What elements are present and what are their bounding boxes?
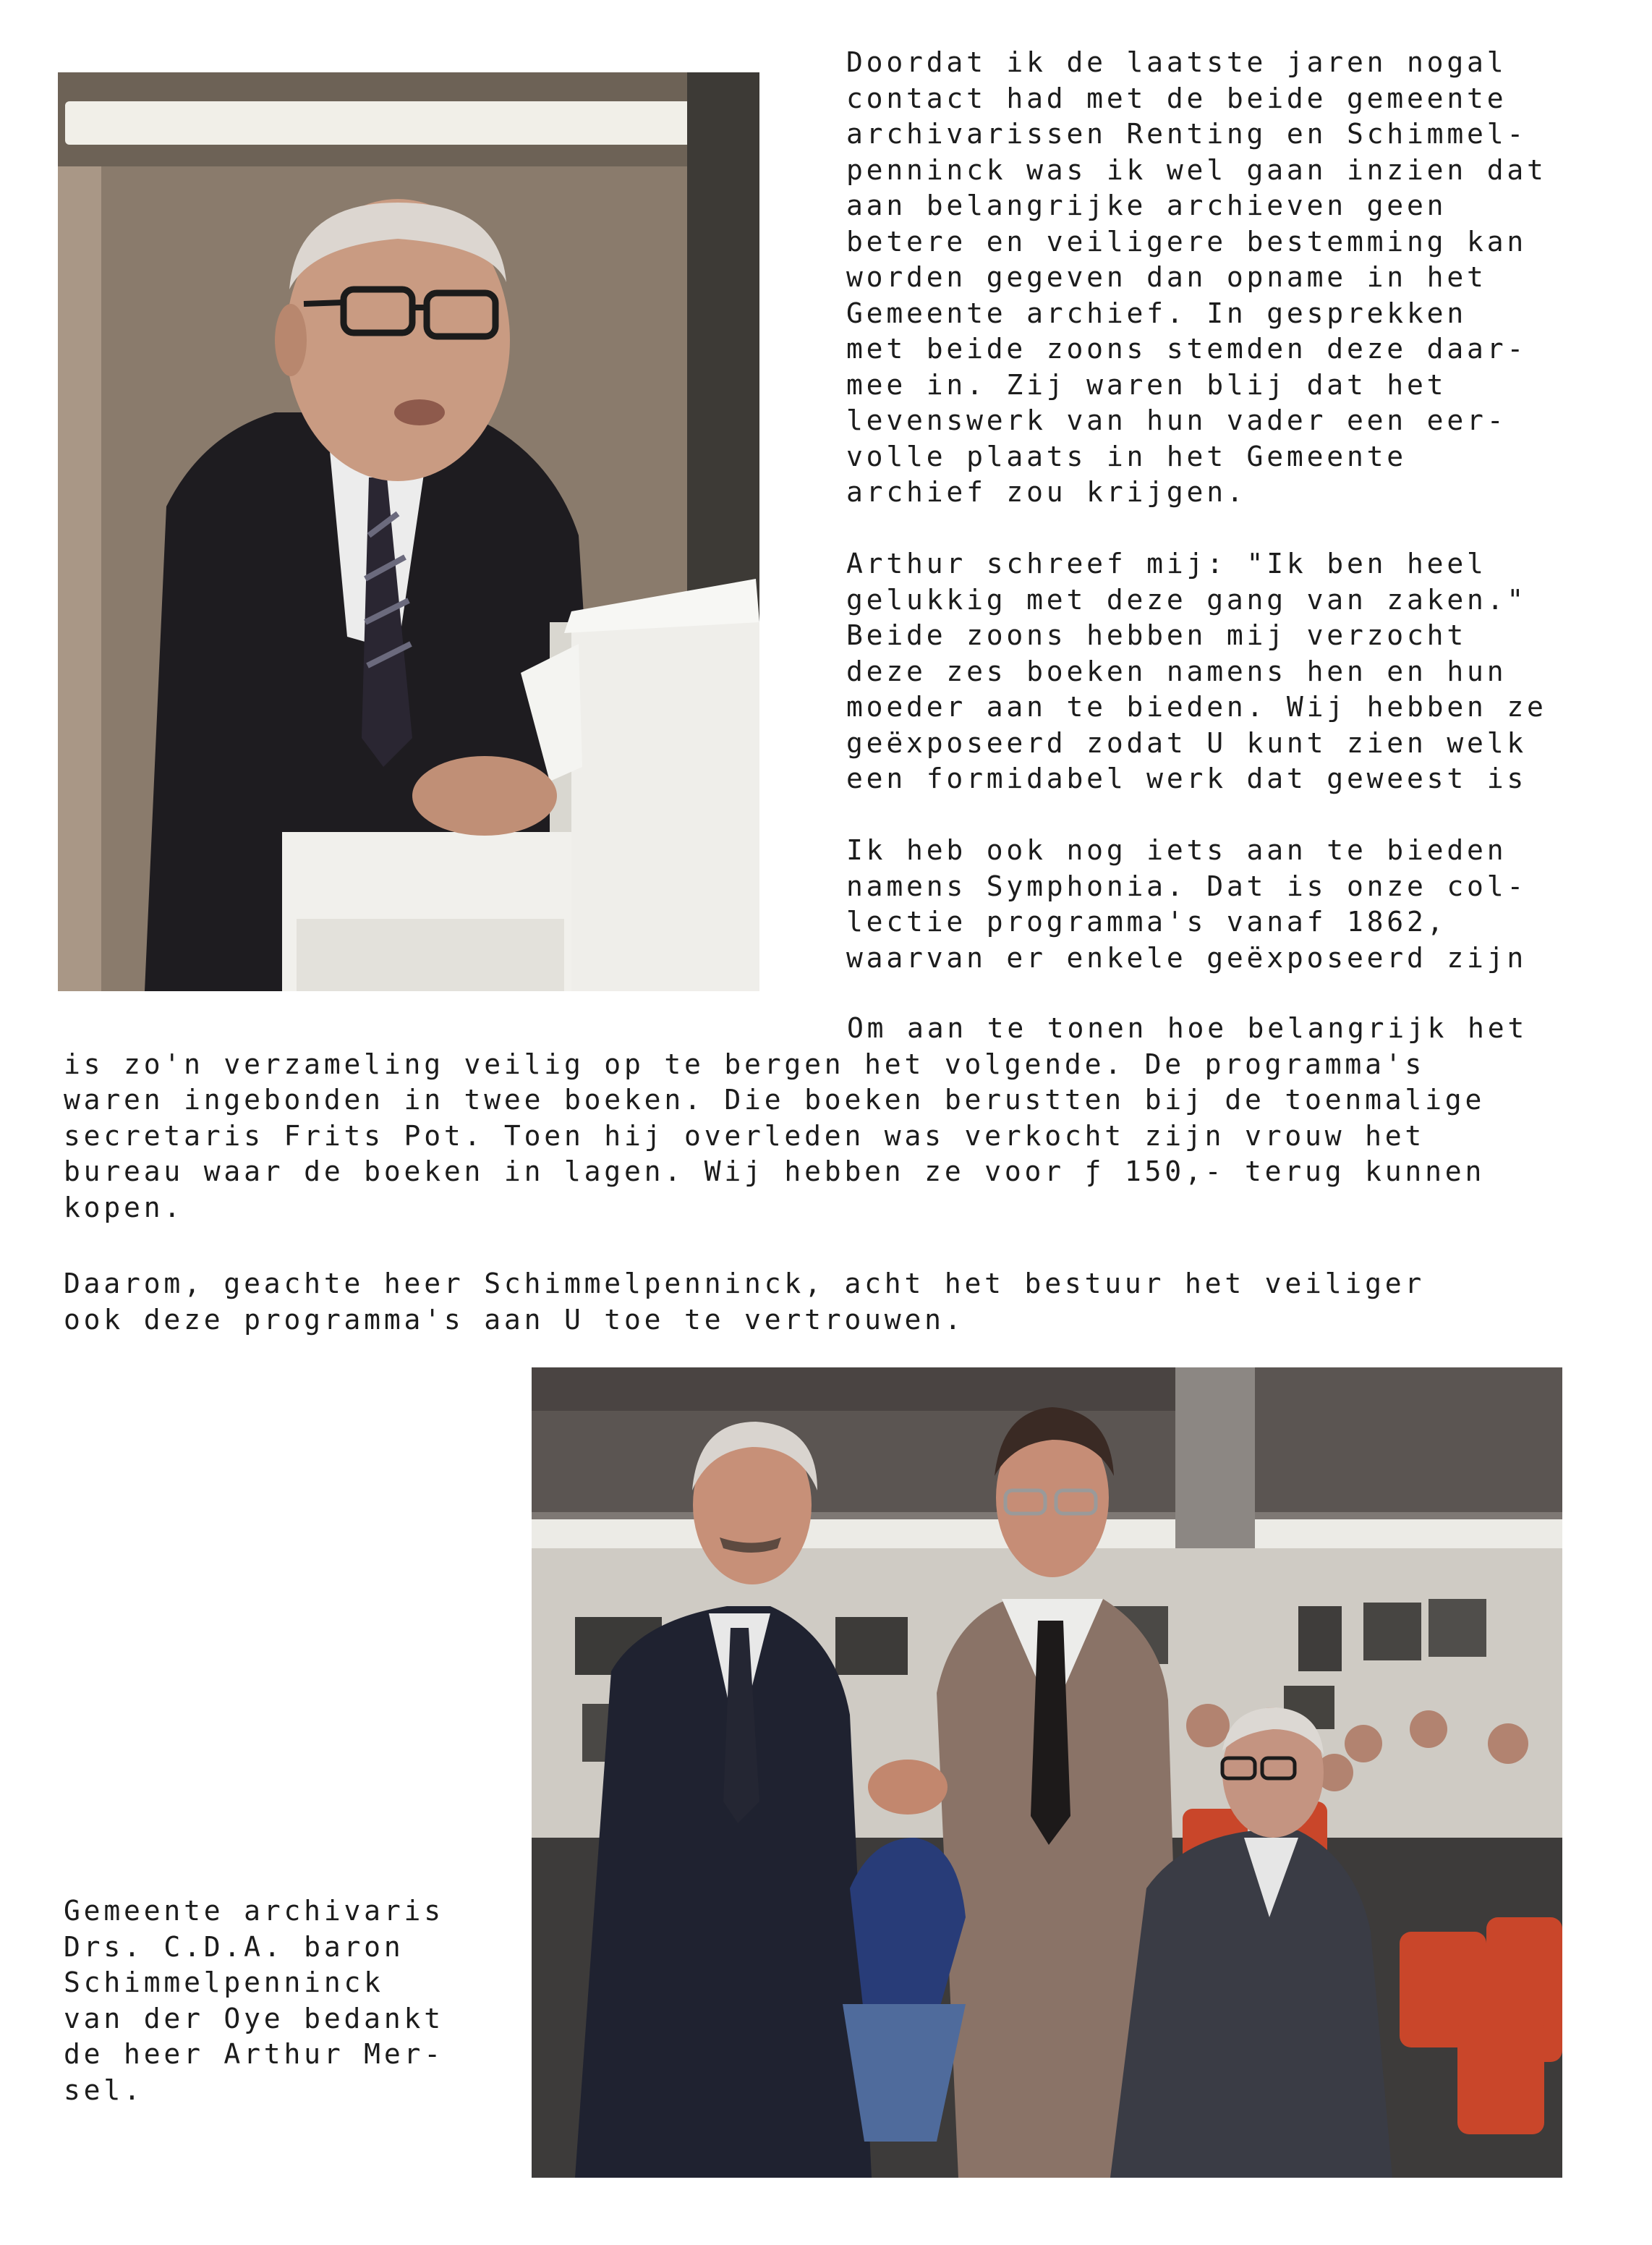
paragraph-archives (846, 45, 1547, 511)
text-line: namens Symphonia. Dat is onze col- (846, 870, 1528, 902)
text-line: mee in. Zij waren blij dat het (846, 368, 1447, 401)
text-line: ook deze programma's aan U toe te vertrouwen. (64, 1303, 965, 1336)
text-line: Om aan te tonen hoe belangrijk het (847, 1012, 1528, 1044)
caption-line: sel. (64, 2074, 144, 2106)
text-line: geëxposeerd zodat U kunt zien welk (846, 726, 1528, 759)
text-line: deze zes boeken namens hen en hun (846, 655, 1507, 687)
text-line: Ik heb ook nog iets aan te bieden (846, 834, 1507, 866)
text-line: betere en veiligere bestemming kan (846, 225, 1528, 258)
text-line: lectie programma's vanaf 1862, (846, 906, 1447, 938)
text-line: waarvan er enkele geëxposeerd zijn (846, 941, 1528, 974)
text-line: waren ingebonden in twee boeken. Die boeken berustten bij de toenmalige (64, 1084, 1486, 1116)
text-line: Daarom, geachte heer Schimmelpenninck, acht het bestuur het veiliger (64, 1268, 1426, 1299)
caption-line: Schimmelpenninck (64, 1966, 384, 1998)
photo-caption (64, 1893, 444, 2108)
text-line: een formidabel werk dat geweest is (846, 763, 1528, 794)
paragraph-arthur-letter (846, 546, 1547, 797)
text-line: contact had met de beide gemeente (846, 82, 1507, 114)
caption-line: de heer Arthur Mer- (64, 2038, 444, 2070)
text-line: Doordat ik de laatste jaren nogal (846, 46, 1507, 78)
text-line: Beide zoons hebben mij verzocht (846, 619, 1468, 651)
caption-line: van der Oye bedankt (64, 2002, 444, 2034)
text-line: gelukkig met deze gang van zaken." (846, 583, 1528, 616)
caption-line: Drs. C.D.A. baron (64, 1930, 404, 1963)
paragraph-programmes-history (64, 1011, 1528, 1226)
text-line: archief zou krijgen. (846, 476, 1247, 508)
text-line: penninck was ik wel gaan inzien dat (846, 153, 1547, 186)
text-line: Gemeente archief. In gesprekken (846, 297, 1468, 329)
text-line: bureau waar de boeken in lagen. Wij hebben ze voor ƒ 150,- terug kunnen (64, 1155, 1486, 1187)
text-line: volle plaats in het Gemeente (846, 440, 1407, 472)
text-line: moeder aan te bieden. Wij hebben ze (846, 691, 1547, 723)
body-text-right-column (846, 45, 1547, 976)
caption-line: Gemeente archivaris (64, 1895, 444, 1927)
text-line: Arthur schreef mij: "Ik ben heel (846, 548, 1487, 580)
text-line: levenswerk van hun vader een eer- (846, 404, 1507, 436)
text-line: aan belangrijke archieven geen (846, 190, 1447, 221)
paragraph-symphonia (846, 833, 1547, 976)
speaker-photo-illustration (58, 72, 759, 991)
text-line: kopen. (64, 1191, 184, 1223)
photo-handshake (532, 1367, 1562, 2178)
text-line: archivarissen Renting en Schimmel- (846, 118, 1528, 150)
text-line: is zo'n verzameling veilig op te bergen het volgende. De programma's (64, 1048, 1426, 1080)
text-line: secretaris Frits Pot. Toen hij overleden was verkocht zijn vrouw het (64, 1119, 1426, 1152)
text-line: met beide zoons stemden deze daar- (846, 333, 1528, 365)
handshake-photo-illustration (532, 1367, 1562, 2178)
paragraph-closing (64, 1266, 1425, 1338)
text-line: worden gegeven dan opname in het (846, 261, 1487, 293)
photo-speaker-at-lectern (58, 72, 759, 991)
